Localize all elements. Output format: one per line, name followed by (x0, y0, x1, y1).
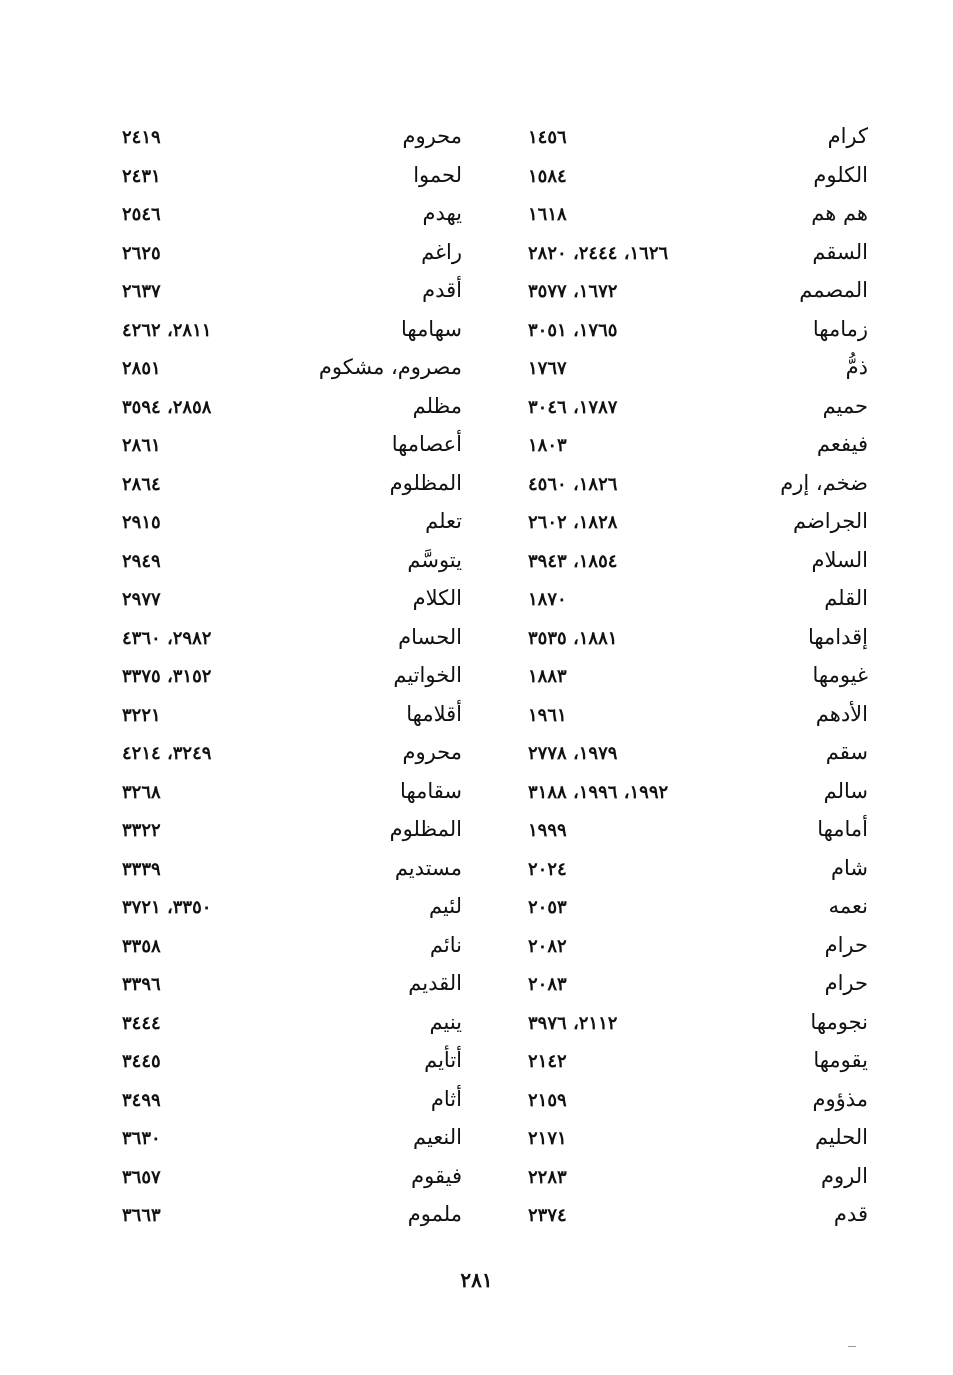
reference-numbers: ١٩٩٢، ١٩٩٦، ٣١٨٨ (528, 781, 669, 803)
rhyme-word: القلم (824, 586, 868, 610)
rhyme-word: أقدم (422, 278, 462, 302)
rhyme-word: السقم (812, 239, 868, 264)
rhyme-word: ملموم (407, 1202, 462, 1226)
reference-numbers: ٢٢٨٣ (528, 1166, 567, 1188)
rhyme-word: قدم (833, 1202, 868, 1226)
index-row (100, 856, 880, 895)
rhyme-word: مظلم (412, 393, 462, 418)
reference-numbers: ٢٤١٩ (122, 127, 161, 148)
reference-numbers: ١٦٧٢، ٣٥٧٧ (528, 281, 618, 302)
reference-numbers: ٣٢٢١ (122, 704, 161, 726)
rhyme-word: زمامها (812, 316, 868, 341)
reference-numbers: ٣٣٩٦ (122, 974, 161, 995)
reference-numbers: ١٧٨٧، ٣٠٤٦ (528, 396, 618, 418)
index-row (100, 201, 880, 240)
rhyme-word: أثام (430, 1086, 462, 1111)
index-row (100, 278, 880, 317)
reference-numbers: ٣٤٤٤ (122, 1012, 161, 1034)
rhyme-word: الحسام (398, 624, 462, 649)
rhyme-word: الخواتيم (393, 663, 462, 687)
index-row (100, 548, 880, 587)
rhyme-word: يهدم (422, 201, 462, 225)
index-row (100, 971, 880, 1010)
rhyme-word: المظلوم (389, 817, 462, 841)
reference-numbers: ٢٩٧٧ (122, 589, 161, 610)
index-row (100, 1125, 880, 1164)
rhyme-word: محروم (402, 740, 462, 764)
rhyme-word: الكلوم (813, 162, 868, 187)
rhyme-word: سقم (825, 740, 868, 764)
index-row (100, 817, 880, 856)
rhyme-word: نائم (429, 932, 462, 957)
rhyme-word: النعيم (412, 1125, 462, 1149)
index-row (100, 894, 880, 933)
reference-numbers: ٣١٥٢، ٣٣٧٥ (122, 666, 212, 687)
rhyme-word: الحليم (814, 1125, 868, 1149)
reference-numbers: ٢٨٦٤ (122, 473, 161, 495)
index-row (100, 394, 880, 433)
reference-numbers: ٢١٧١ (528, 1128, 567, 1149)
index-row (100, 124, 880, 163)
reference-numbers: ٢٦٣٧ (122, 281, 161, 302)
reference-numbers: ١٧٦٥، ٣٠٥١ (528, 319, 618, 341)
reference-numbers: ٢٠٨٢ (528, 935, 567, 957)
index-row (100, 1202, 880, 1241)
index-row (100, 355, 880, 394)
reference-numbers: ١٦٢٦، ٢٤٤٤، ٢٨٢٠ (528, 242, 669, 264)
reference-numbers: ١٨٨٣ (528, 666, 567, 687)
reference-numbers: ٢١١٢، ٣٩٧٦ (528, 1012, 618, 1034)
rhyme-word: راغم (421, 239, 462, 264)
index-row (100, 779, 880, 818)
rhyme-word: محروم (402, 124, 462, 148)
reference-numbers: ٢٠٢٤ (528, 858, 567, 880)
reference-numbers: ٢٠٨٣ (528, 974, 567, 995)
rhyme-word: فيقوم (411, 1163, 462, 1188)
rhyme-word: الجراضم (792, 509, 868, 533)
reference-numbers: ٢٩٨٢، ٤٣٦٠ (122, 627, 212, 649)
reference-numbers: ٣٣٥٨ (122, 935, 161, 957)
reference-numbers: ١٨٧٠ (528, 589, 567, 610)
reference-numbers: ٢٣٧٤ (528, 1205, 567, 1226)
rhyme-word: غيومها (812, 663, 868, 687)
rhyme-word: المظلوم (389, 470, 462, 495)
reference-numbers: ٢٥٤٦ (122, 204, 161, 225)
index-row (100, 163, 880, 202)
index-row (100, 240, 880, 279)
rhyme-index-table (100, 124, 880, 1241)
reference-numbers: ١٨٢٨، ٢٦٠٢ (528, 512, 618, 533)
rhyme-word: نجومها (810, 1009, 868, 1034)
reference-numbers: ٢٨٥٨، ٣٥٩٤ (122, 396, 212, 418)
reference-numbers: ٢٨٦١ (122, 435, 161, 456)
rhyme-word: سالم (823, 778, 868, 803)
rhyme-word: سهامها (400, 316, 462, 341)
rhyme-word: حرام (824, 971, 868, 995)
rhyme-word: المصمم (799, 278, 868, 302)
rhyme-word: إقدامها (807, 624, 868, 649)
rhyme-word: مستديم (394, 855, 462, 880)
page-number: ٢٨١ (460, 1268, 493, 1292)
rhyme-word: سقامها (400, 778, 462, 803)
reference-numbers: ١٩٧٩، ٢٧٧٨ (528, 743, 618, 764)
index-row (100, 471, 880, 510)
rhyme-word: الأدهم (815, 701, 868, 726)
index-row (100, 509, 880, 548)
reference-numbers: ١٥٨٤ (528, 165, 567, 187)
reference-numbers: ٢٩٤٩ (122, 550, 161, 572)
rhyme-word: أمامها (817, 817, 868, 841)
rhyme-word: لئيم (428, 894, 462, 918)
rhyme-word: يقومها (813, 1048, 868, 1072)
rhyme-word: فيفعم (816, 432, 868, 456)
reference-numbers: ١٨٠٣ (528, 435, 567, 456)
reference-numbers: ١٨٥٤، ٣٩٤٣ (528, 550, 618, 572)
reference-numbers: ٣٢٤٩، ٤٢١٤ (122, 743, 212, 764)
index-row (100, 317, 880, 356)
rhyme-word: هم هم (811, 201, 868, 225)
reference-numbers: ٢٨١١، ٤٢٦٢ (122, 319, 212, 341)
reference-numbers: ١٩٦١ (528, 704, 567, 726)
rhyme-word: مصروم، مشكوم (318, 355, 462, 379)
rhyme-word: لحموا (413, 162, 462, 187)
reference-numbers: ٣٤٩٩ (122, 1089, 161, 1111)
rhyme-word: أقلامها (406, 701, 462, 726)
reference-numbers: ٢١٥٩ (528, 1089, 567, 1111)
reference-numbers: ٢٤٣١ (122, 165, 161, 187)
reference-numbers: ١٤٥٦ (528, 127, 567, 148)
rhyme-word: مذؤوم (812, 1086, 868, 1111)
reference-numbers: ٣٣٢٢ (122, 820, 161, 841)
reference-numbers: ١٨٨١، ٣٥٣٥ (528, 627, 618, 649)
rhyme-word: ضخم، إرم (780, 470, 868, 495)
reference-numbers: ١٨٢٦، ٤٥٦٠ (528, 473, 618, 495)
rhyme-word: الروم (821, 1163, 868, 1188)
reference-numbers: ٣٦٦٣ (122, 1205, 161, 1226)
reference-numbers: ١٧٦٧ (528, 358, 567, 379)
reference-numbers: ٣٤٤٥ (122, 1051, 161, 1072)
rhyme-word: شام (831, 855, 868, 880)
reference-numbers: ١٦١٨ (528, 204, 567, 225)
rhyme-word: ذمُّ (845, 355, 868, 379)
rhyme-word: ينيم (429, 1009, 462, 1034)
index-row (100, 1164, 880, 1203)
reference-numbers: ٢٦٢٥ (122, 242, 161, 264)
rhyme-word: السلام (811, 547, 868, 572)
index-row (100, 702, 880, 741)
index-row (100, 663, 880, 702)
rhyme-word: أتأيم (424, 1048, 462, 1072)
reference-numbers: ٣٣٥٠، ٣٧٢١ (122, 897, 212, 918)
scan-speck (848, 1346, 856, 1347)
reference-numbers: ١٩٩٩ (528, 820, 567, 841)
rhyme-word: تعلم (425, 509, 462, 533)
reference-numbers: ٣٢٦٨ (122, 781, 161, 803)
rhyme-word: أعصامها (391, 432, 462, 456)
reference-numbers: ٢٩١٥ (122, 512, 161, 533)
index-row (100, 1048, 880, 1087)
rhyme-word: يتوسَّم (407, 547, 462, 572)
rhyme-word: الكلام (412, 586, 462, 610)
reference-numbers: ٢١٤٢ (528, 1051, 567, 1072)
reference-numbers: ٢٨٥١ (122, 358, 161, 379)
index-row (100, 740, 880, 779)
rhyme-word: القديم (408, 971, 462, 995)
rhyme-word: حرام (824, 932, 868, 957)
rhyme-word: كرام (827, 124, 868, 148)
rhyme-word: حميم (822, 393, 868, 418)
index-row (100, 432, 880, 471)
index-row (100, 586, 880, 625)
reference-numbers: ٣٦٥٧ (122, 1166, 161, 1188)
reference-numbers: ٣٦٣٠ (122, 1128, 161, 1149)
index-row (100, 1087, 880, 1126)
reference-numbers: ٣٣٣٩ (122, 858, 161, 880)
rhyme-word: نعمه (828, 894, 868, 918)
reference-numbers: ٢٠٥٣ (528, 897, 567, 918)
index-row (100, 625, 880, 664)
index-row (100, 1010, 880, 1049)
index-row (100, 933, 880, 972)
